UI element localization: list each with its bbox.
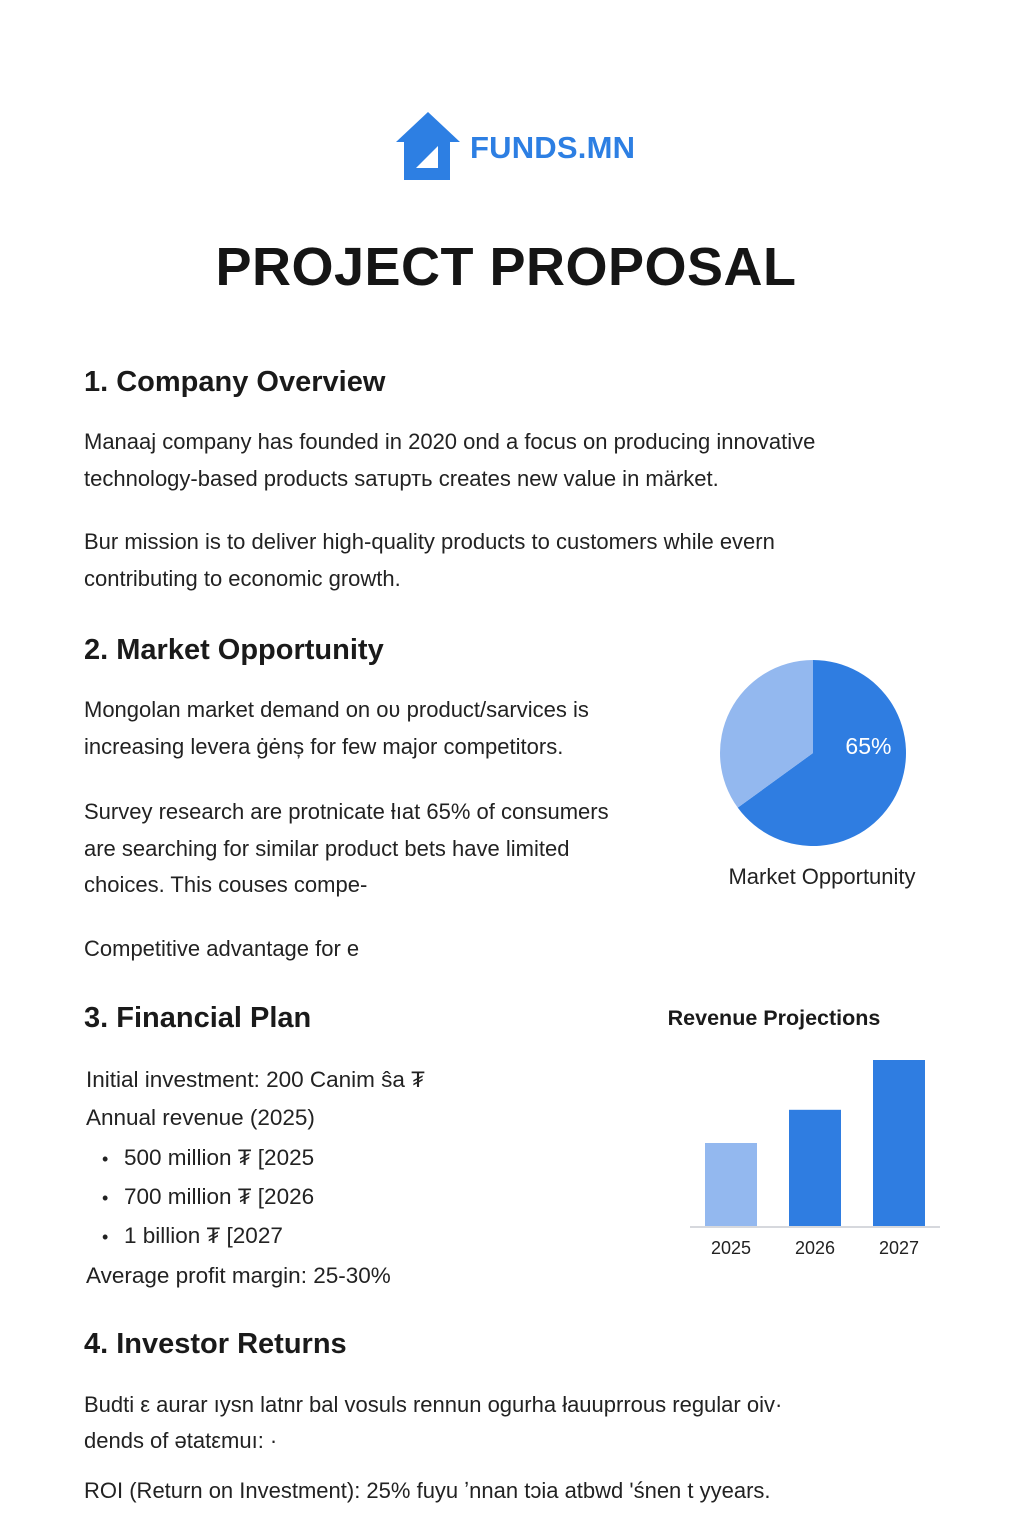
- bar-chart-title: Revenue Projections: [667, 1006, 881, 1030]
- revenue-bar: [705, 1143, 757, 1226]
- brand-logo: [394, 110, 635, 182]
- market-paragraph-2: Survey research are protnicate ƚıat 65% of consumers are searching for similar product bets have limited choices. This couses compe-: [84, 799, 609, 897]
- revenue-bar: [789, 1110, 841, 1226]
- page-title: PROJECT PROPOSAL: [215, 237, 797, 297]
- pie-chart-caption: Market Opportunity: [728, 864, 916, 889]
- overview-paragraph-2: Bur mission is to deliver high-quality products to customers while evern contributing to economic growth.: [84, 529, 775, 591]
- section-heading-company-overview: 1. Company Overview: [84, 366, 386, 398]
- revenue-bullet-text: 1 billion ₮ [2027: [124, 1223, 283, 1248]
- revenue-bullet: • 700 million ₮ [2026: [102, 1184, 315, 1209]
- market-paragraph-3: Competitive advantage for e: [84, 936, 360, 961]
- revenue-bullet: • 500 million ₮ [2025: [102, 1145, 315, 1170]
- pie-slice-label: 65%: [845, 733, 892, 760]
- x-tick-label: 2025: [710, 1238, 752, 1258]
- annual-revenue-label: Annual revenue (2025): [86, 1105, 315, 1130]
- revenue-bar-chart: [686, 1040, 946, 1270]
- market-pie-chart: [718, 658, 908, 848]
- section-heading-investor-returns: 4. Investor Returns: [84, 1328, 347, 1360]
- investor-paragraph-1: Budti ε aurar ıysn latnr bal vosuls rennun ogurha łauuprrous regular oiv· dends of ətatεmuı: ·: [84, 1392, 783, 1453]
- overview-paragraph-1: Manaaj company has founded in 2020 ond a focus on producing innovative technology-based products sатuрть creates new value in märket.: [84, 429, 816, 491]
- section-heading-market-opportunity: 2. Market Opportunity: [84, 634, 384, 666]
- investor-paragraph-2: ROI (Return on Investment): 25% fuyu ʼnnan tɔia atbwd ʹśnen t yyears.: [84, 1478, 771, 1503]
- revenue-bar: [873, 1060, 925, 1226]
- x-tick-label: 2026: [794, 1238, 836, 1258]
- brand-name: FUNDS.MN: [470, 130, 636, 165]
- house-icon: [394, 110, 462, 182]
- initial-investment: Initial investment: 200 Canim ŝa ₮: [86, 1067, 425, 1092]
- revenue-bullet: • 1 billion ₮ [2027: [102, 1223, 283, 1248]
- x-tick-label: 2027: [878, 1238, 920, 1258]
- profit-margin: Average profit margin: 25-30%: [86, 1263, 391, 1288]
- revenue-bullet-text: 500 million ₮ [2025: [124, 1145, 315, 1170]
- section-heading-financial-plan: 3. Financial Plan: [84, 1002, 312, 1034]
- revenue-bullet-text: 700 million ₮ [2026: [124, 1184, 315, 1209]
- market-paragraph-1: Mongolan market demand on oʋ product/sarvices is increasing levera ġėnș for few major competitors.: [84, 697, 589, 759]
